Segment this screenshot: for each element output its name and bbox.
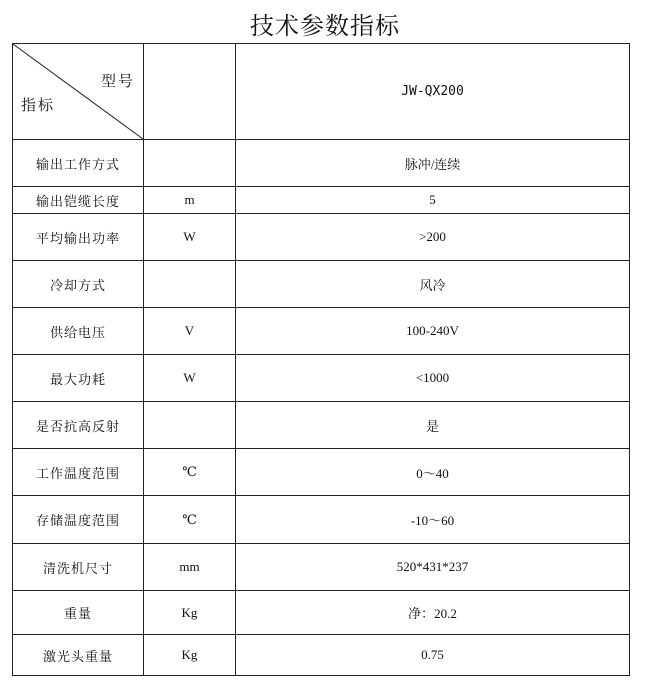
param-unit-cell: Kg [144, 635, 236, 676]
table-row [13, 544, 630, 591]
param-name-cell: 输出铠缆长度 [13, 187, 144, 214]
param-unit-cell: W [144, 214, 236, 261]
param-value-cell: 520*431*237 [236, 544, 630, 591]
param-name-cell: 最大功耗 [13, 355, 144, 402]
table-row [13, 402, 630, 449]
model-header-label: 型号 [100, 72, 135, 90]
header-row [13, 44, 630, 140]
param-value-cell: 5 [236, 187, 630, 214]
param-value-cell: 0～40 [236, 449, 630, 496]
param-unit-cell: ℃ [144, 496, 236, 544]
param-unit-cell: V [144, 308, 236, 355]
param-unit-cell: ℃ [144, 449, 236, 496]
param-value-cell: 0.75 [236, 635, 630, 676]
param-unit-cell: m [144, 187, 236, 214]
indicator-header-label: 指标 [21, 96, 56, 114]
param-name-cell: 供给电压 [13, 308, 144, 355]
param-value-cell: 风冷 [236, 261, 630, 308]
table-row [13, 449, 630, 496]
param-value-cell: >200 [236, 214, 630, 261]
param-unit-cell [144, 402, 236, 449]
param-name-cell: 激光头重量 [13, 635, 144, 676]
table-row [13, 635, 630, 676]
param-value-cell: 100-240V [236, 308, 630, 355]
param-name-cell: 输出工作方式 [13, 140, 144, 187]
param-name-cell: 冷却方式 [13, 261, 144, 308]
param-value-cell: 是 [236, 402, 630, 449]
table-row [13, 355, 630, 402]
table-row [13, 214, 630, 261]
table-row [13, 140, 630, 187]
table-row [13, 591, 630, 635]
param-unit-cell: W [144, 355, 236, 402]
param-unit-cell: Kg [144, 591, 236, 635]
param-name-cell: 工作温度范围 [13, 449, 144, 496]
page-title: 技术参数指标 [250, 12, 400, 40]
table-row [13, 187, 630, 214]
param-value-cell: <1000 [236, 355, 630, 402]
param-unit-cell [144, 261, 236, 308]
param-unit-cell: mm [144, 544, 236, 591]
unit-header-cell [144, 44, 236, 140]
diagonal-header-cell [13, 44, 144, 140]
param-unit-cell [144, 140, 236, 187]
param-name-cell: 是否抗高反射 [13, 402, 144, 449]
model-name-cell: JW-QX200 [236, 44, 630, 140]
param-name-cell: 存储温度范围 [13, 496, 144, 544]
param-name-cell: 重量 [13, 591, 144, 635]
table-row [13, 261, 630, 308]
param-name-cell: 平均输出功率 [13, 214, 144, 261]
table-row [13, 308, 630, 355]
table-row [13, 496, 630, 544]
param-value-cell: -10～60 [236, 496, 630, 544]
param-value-cell: 净：20.2 [236, 591, 630, 635]
param-name-cell: 清洗机尺寸 [13, 544, 144, 591]
spec-table [12, 43, 630, 676]
param-value-cell: 脉冲/连续 [236, 140, 630, 187]
diagonal-line [13, 44, 143, 139]
